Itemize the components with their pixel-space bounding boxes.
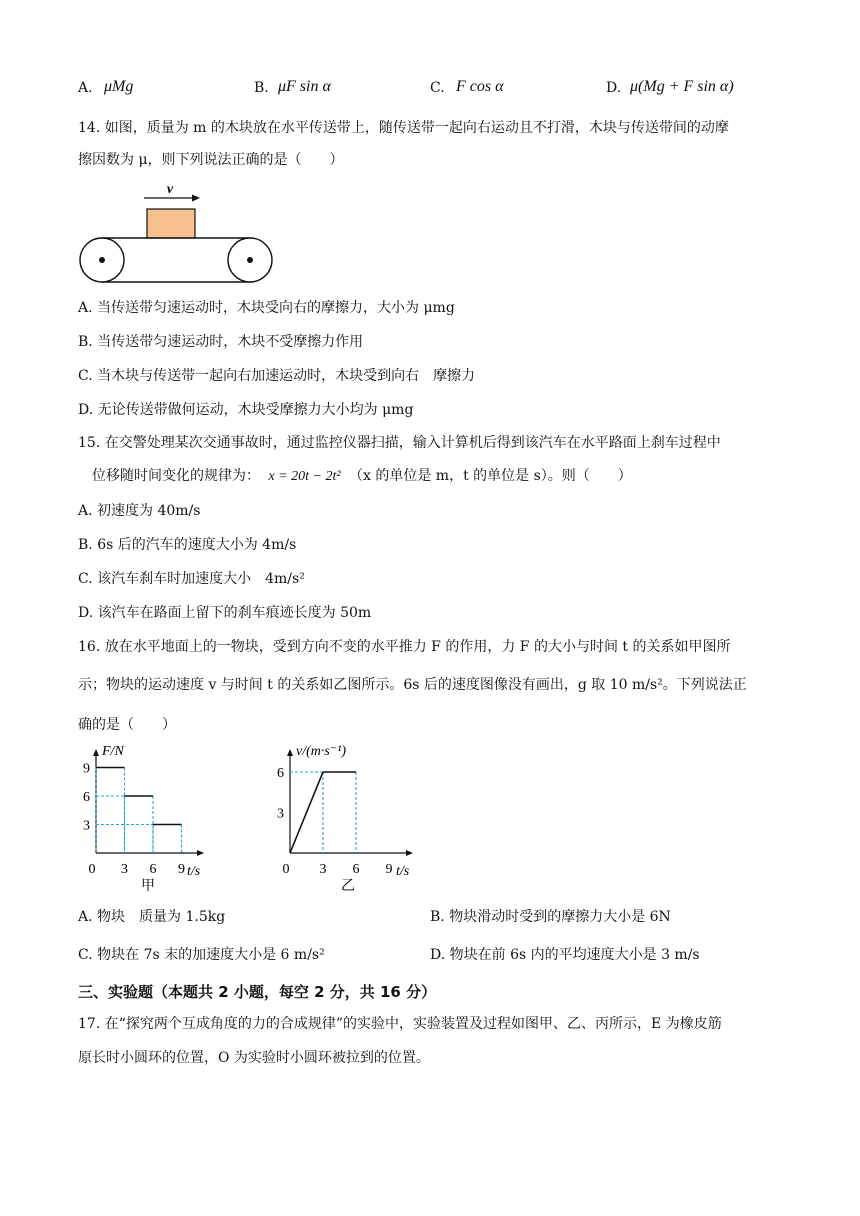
chart-jia-caption: 甲 xyxy=(141,879,155,894)
chart-jia-y-axis-label: F/N xyxy=(102,744,124,759)
chart-yi-caption: 乙 xyxy=(341,879,355,894)
q13-option-d-text: μ(Mg + F sin α) xyxy=(630,78,734,95)
chart-jia-y-axis-arrow xyxy=(93,749,99,756)
velocity-label: v xyxy=(166,182,174,197)
chart-yi-x-tick-6: 6 xyxy=(352,862,360,877)
q15-option-d: D. 该汽车在路面上留下的刹车痕迹长度为 50m xyxy=(78,605,372,621)
q16-option-c: C. 物块在 7s 末的加速度大小是 6 m/s² xyxy=(78,947,325,963)
right-pulley-axle xyxy=(247,257,253,263)
chart-jia-y-tick-9: 9 xyxy=(83,761,90,777)
q15-stem-line1: 15. 在交警处理某次交通事故时，通过监控仪器扫描，输入计算机后得到该汽车在水平路面上刹车过程中 xyxy=(78,435,721,451)
q15-formula: x = 20t − 2t² xyxy=(268,469,341,484)
chart-jia-y-tick-6: 6 xyxy=(83,790,90,805)
velocity-time-chart xyxy=(268,740,443,900)
chart-yi-x-axis-arrow xyxy=(406,850,413,856)
q13-option-a-text: μMg xyxy=(104,78,134,95)
q14-option-d: D. 无论传送带做何运动，木块受摩擦力大小均为 μmg xyxy=(78,402,414,418)
section-heading: 三、实验题（本题共 2 小题，每空 2 分，共 16 分） xyxy=(78,983,437,1001)
chart-yi-y-axis-arrow xyxy=(287,749,293,756)
chart-jia-x-tick-3: 3 xyxy=(121,862,128,877)
chart-jia-y-tick-3: 3 xyxy=(83,818,90,834)
conveyor-belt-figure xyxy=(76,182,276,286)
q14-option-c: C. 当木块与传送带一起向右加速运动时，木块受到向右 摩擦力 xyxy=(78,368,476,384)
q16-stem-line2: 示；物块的运动速度 v 与时间 t 的关系如乙图所示。6s 后的速度图像没有画出，g 取 10 m/s²。下列说法正 xyxy=(78,677,747,693)
q13-option-c-text: F cos α xyxy=(456,78,504,95)
q14-stem-line2: 擦因数为 μ，则下列说法正确的是（ ） xyxy=(78,152,344,168)
chart-jia-x-axis-arrow xyxy=(197,850,204,856)
q15-stem-line2 xyxy=(92,466,632,487)
chart-yi-x-tick-3: 3 xyxy=(319,862,327,877)
q15-stem-post: （x 的单位是 m，t 的单位是 s）。则（ ） xyxy=(349,468,632,484)
wooden-block xyxy=(147,209,195,238)
chart-yi-x-axis-label: t/s xyxy=(396,864,410,879)
q13-option-c-label: C. xyxy=(430,80,445,96)
chart-jia-x-axis-label: t/s xyxy=(187,864,201,879)
q16-option-d: D. 物块在前 6s 内的平均速度大小是 3 m/s xyxy=(430,947,700,963)
q15-option-a: A. 初速度为 40m/s xyxy=(78,503,201,519)
chart-yi-y-tick-6: 6 xyxy=(277,766,284,781)
q16-stem-line1: 16. 放在水平地面上的一物块，受到方向不变的水平推力 F 的作用，力 F 的大小与时间 t 的关系如甲图所 xyxy=(78,639,731,655)
q15-option-c: C. 该汽车刹车时加速度大小 4m/s² xyxy=(78,571,305,587)
chart-jia-x-tick-0: 0 xyxy=(88,862,96,877)
q16-option-b: B. 物块滑动时受到的摩擦力大小是 6N xyxy=(430,909,671,925)
chart-jia-x-tick-9: 9 xyxy=(178,862,185,877)
velocity-arrow-head xyxy=(192,195,200,202)
q13-option-b-label: B. xyxy=(254,80,269,96)
q15-stem-pre: 位移随时间变化的规律为： xyxy=(92,468,260,484)
q14-option-a: A. 当传送带匀速运动时，木块受向右的摩擦力，大小为 μmg xyxy=(78,300,455,316)
q13-option-b-text: μF sin α xyxy=(278,78,331,95)
left-pulley-axle xyxy=(99,257,105,263)
q16-stem-line3: 确的是（ ） xyxy=(78,717,176,733)
q13-option-d-label: D. xyxy=(606,80,622,96)
chart-yi-y-tick-3: 3 xyxy=(277,806,284,822)
q13-option-a-label: A. xyxy=(78,80,93,96)
q14-option-b: B. 当传送带匀速运动时，木块不受摩擦力作用 xyxy=(78,334,364,350)
chart-yi-x-tick-9: 9 xyxy=(385,862,393,877)
q17-stem-line1: 17. 在“探究两个互成角度的力的合成规律”的实验中，实验装置及过程如图甲、乙、丙所示，E 为橡皮筋 xyxy=(78,1016,722,1032)
q16-option-a: A. 物块 质量为 1.5kg xyxy=(78,909,226,925)
q15-option-b: B. 6s 后的汽车的速度大小为 4m/s xyxy=(78,537,297,553)
chart-jia-x-tick-6: 6 xyxy=(149,862,157,877)
chart-yi-x-tick-0: 0 xyxy=(282,862,290,877)
chart-yi-y-axis-label: v/(m·s⁻¹) xyxy=(296,744,347,759)
q14-stem-line1: 14. 如图，质量为 m 的木块放在水平传送带上，随传送带一起向右运动且不打滑，木块与传送带间的动摩 xyxy=(78,120,729,136)
force-time-chart xyxy=(72,740,242,900)
q17-stem-line2: 原长时小圆环的位置，O 为实验时小圆环被拉到的位置。 xyxy=(78,1050,430,1066)
chart-yi-series-segment-0 xyxy=(290,772,323,853)
